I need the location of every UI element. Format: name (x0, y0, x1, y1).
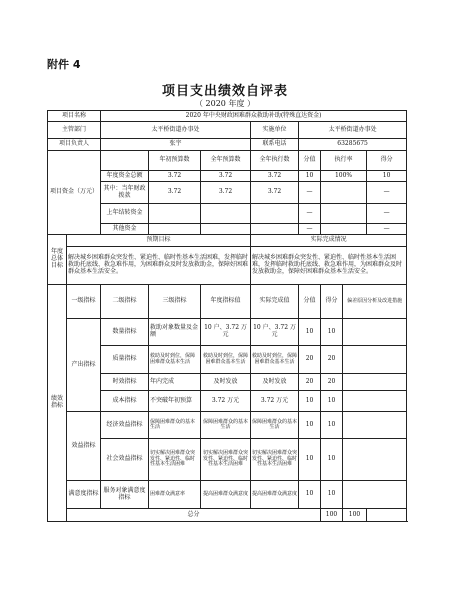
indicator-actual: 救助及时到位，保障困难群众基本生活 (251, 346, 299, 374)
indicator-level3: 救助及时到位，保障困难群众基本生活 (149, 346, 201, 374)
leader-value: 张宇 (101, 139, 251, 151)
year-label: （ 2020 年度 ） (195, 99, 255, 108)
indicators-header-level1: 一级指标 (67, 285, 101, 319)
indicator-reason (343, 319, 407, 346)
funds-row-budget: 3.72 (149, 182, 201, 204)
funds-row-rate (321, 182, 367, 204)
funds-row-exec (251, 204, 299, 224)
indicator-reason (343, 391, 407, 412)
funds-header-exec: 全年执行数 (251, 151, 299, 171)
indicator-target: 及时发放 (201, 374, 251, 391)
indicator-level3: 困难群众满意率 (149, 481, 201, 509)
indicators-section-label: 绩效指标 (48, 285, 67, 522)
funds-row-rate (321, 204, 367, 224)
indicator-level2: 成本指标 (101, 391, 149, 412)
satisfaction-indicator-label: 满意度指标 (67, 481, 101, 509)
funds-row-budget (149, 224, 201, 235)
goals-actual-label: 实际完成情况 (251, 235, 407, 247)
indicator-actual: 提高困难群众满意度 (251, 481, 299, 509)
total-score: 100 (321, 509, 343, 522)
attachment-label: 附件 4 (47, 58, 81, 71)
funds-row-get: — (367, 204, 407, 224)
funds-header-get: 得分 (367, 151, 407, 171)
indicator-level3: 年内完成 (149, 374, 201, 391)
funds-row-score: 10 (299, 171, 321, 182)
indicator-reason (343, 481, 407, 509)
funds-row-full: 3.72 (201, 182, 251, 204)
total-reason (367, 509, 407, 522)
indicators-header-target: 年度指标值 (201, 285, 251, 319)
indicator-score: 10 (299, 439, 321, 481)
indicators-header-level3: 三级指标 (149, 285, 201, 319)
funds-row-get: — (367, 224, 407, 235)
funds-row-rate (321, 224, 367, 235)
indicators-header-level2: 二级指标 (101, 285, 149, 319)
funds-row-score: — (299, 182, 321, 204)
indicator-reason (343, 374, 407, 391)
indicator-target: 切实解决困难群众突发性、紧迫性、临时性基本生活困难 (201, 439, 251, 481)
funds-row-full (201, 224, 251, 235)
evaluation-table (47, 110, 407, 522)
indicator-get: 20 (321, 346, 343, 374)
indicator-level2: 经济效益指标 (101, 412, 149, 439)
project-name-value: 2020 年中央财政困难群众救助补助(特殊直达资金) (101, 111, 407, 122)
page-title: 项目支出绩效自评表 (161, 84, 288, 99)
funds-row-exec: 3.72 (251, 182, 299, 204)
funds-row-exec: 3.72 (251, 171, 299, 182)
funds-row-label: 其他资金 (101, 224, 149, 235)
funds-row-label: 年度资金总额 (101, 171, 149, 182)
funds-row-full (201, 204, 251, 224)
indicator-target: 提高困难群众满意度 (201, 481, 251, 509)
indicator-level2: 社会效益指标 (101, 439, 149, 481)
benefit-indicator-label: 效益指标 (67, 412, 101, 481)
indicator-target: 保障困难群众的基本生活 (201, 412, 251, 439)
funds-header-full: 全年预算数 (201, 151, 251, 171)
indicator-actual: 10 户、3.72 万元 (251, 319, 299, 346)
indicator-get: 20 (321, 374, 343, 391)
goals-actual-text: 解决城乡困难群众突发性、紧迫性、临时性基本生活困难，发挥临时救助托底线、救急难作用，为困难群众及时发放救助金，保障好困难群众基本生活安全。 (251, 247, 407, 285)
indicator-score: 20 (299, 374, 321, 391)
indicator-level2: 质量指标 (101, 346, 149, 374)
output-indicator-label: 产出指标 (67, 319, 101, 412)
indicators-header-get: 得分 (321, 285, 343, 319)
leader-label: 项目负责人 (48, 139, 101, 151)
indicator-actual: 切实解决困难群众突发性、紧迫性、临时性基本生活困难 (251, 439, 299, 481)
indicator-score: 20 (299, 346, 321, 374)
dept-label: 主管部门 (48, 122, 101, 139)
funds-header-budget: 年初预算数 (149, 151, 201, 171)
indicator-get: 10 (321, 412, 343, 439)
indicator-target: 救助及时到位，保障困难群众基本生活 (201, 346, 251, 374)
goals-expected-text: 解决城乡困难群众突发性、紧迫性、临时性基本生活困难，发挥临时救助托底线、救急难作用，为困难群众及时发放救助金，保障好困难群众基本生活安全。 (67, 247, 251, 285)
indicator-score: 10 (299, 319, 321, 346)
project-name-label: 项目名称 (48, 111, 101, 122)
phone-value: 63285675 (299, 139, 407, 151)
indicator-get: 10 (321, 481, 343, 509)
indicator-get: 10 (321, 319, 343, 346)
funds-row-full: 3.72 (201, 171, 251, 182)
funds-row-exec (251, 224, 299, 235)
funds-row-score: — (299, 204, 321, 224)
funds-header-rate: 执行率 (321, 151, 367, 171)
indicator-score: 10 (299, 481, 321, 509)
funds-row-budget (149, 204, 201, 224)
funds-section-label: 项目资金（万元） (48, 151, 101, 235)
dept-value: 太平桥街道办事处 (101, 122, 251, 139)
indicator-level3: 切实解决困难群众突发性、紧迫性、临时性基本生活困难 (149, 439, 201, 481)
funds-row-rate: 100% (321, 171, 367, 182)
indicator-reason (343, 346, 407, 374)
indicator-reason (343, 412, 407, 439)
indicator-target: 3.72 万元 (201, 391, 251, 412)
total-label: 总分 (67, 509, 321, 522)
indicator-level3: 保障困难群众的基本生活 (149, 412, 201, 439)
indicator-level3: 不突破年初预算 (149, 391, 201, 412)
indicator-get: 10 (321, 439, 343, 481)
indicator-actual: 3.72 万元 (251, 391, 299, 412)
indicator-reason (343, 439, 407, 481)
indicator-level2: 时效指标 (101, 374, 149, 391)
funds-row-budget: 3.72 (149, 171, 201, 182)
funds-row-label: 上年结转资金 (101, 204, 149, 224)
phone-label: 联系电话 (251, 139, 299, 151)
indicator-actual: 保障困难群众的基本生活 (251, 412, 299, 439)
goals-expected-label: 预期目标 (67, 235, 251, 247)
funds-row-label: 其中：当年财政拨款 (101, 182, 149, 204)
goals-section-label: 年度总体目标 (48, 235, 67, 285)
total-get: 100 (343, 509, 367, 522)
unit-value: 太平桥街道办事处 (299, 122, 407, 139)
funds-row-score: — (299, 224, 321, 235)
funds-row-get: — (367, 182, 407, 204)
indicator-level3: 救助对象数量及金额 (149, 319, 201, 346)
indicators-header-actual: 实际完成值 (251, 285, 299, 319)
funds-header-score: 分值 (299, 151, 321, 171)
indicators-header-reason: 偏差原因分析及改进措施 (343, 285, 407, 319)
unit-label: 实施单位 (251, 122, 299, 139)
indicator-level2: 数量指标 (101, 319, 149, 346)
funds-row-get: 10 (367, 171, 407, 182)
indicators-header-score: 分值 (299, 285, 321, 319)
indicator-score: 10 (299, 391, 321, 412)
indicator-level2: 服务对象满意度指标 (101, 481, 149, 509)
indicator-score: 10 (299, 412, 321, 439)
indicator-actual: 及时发放 (251, 374, 299, 391)
indicator-get: 10 (321, 391, 343, 412)
indicator-target: 10 户、3.72 万元 (201, 319, 251, 346)
